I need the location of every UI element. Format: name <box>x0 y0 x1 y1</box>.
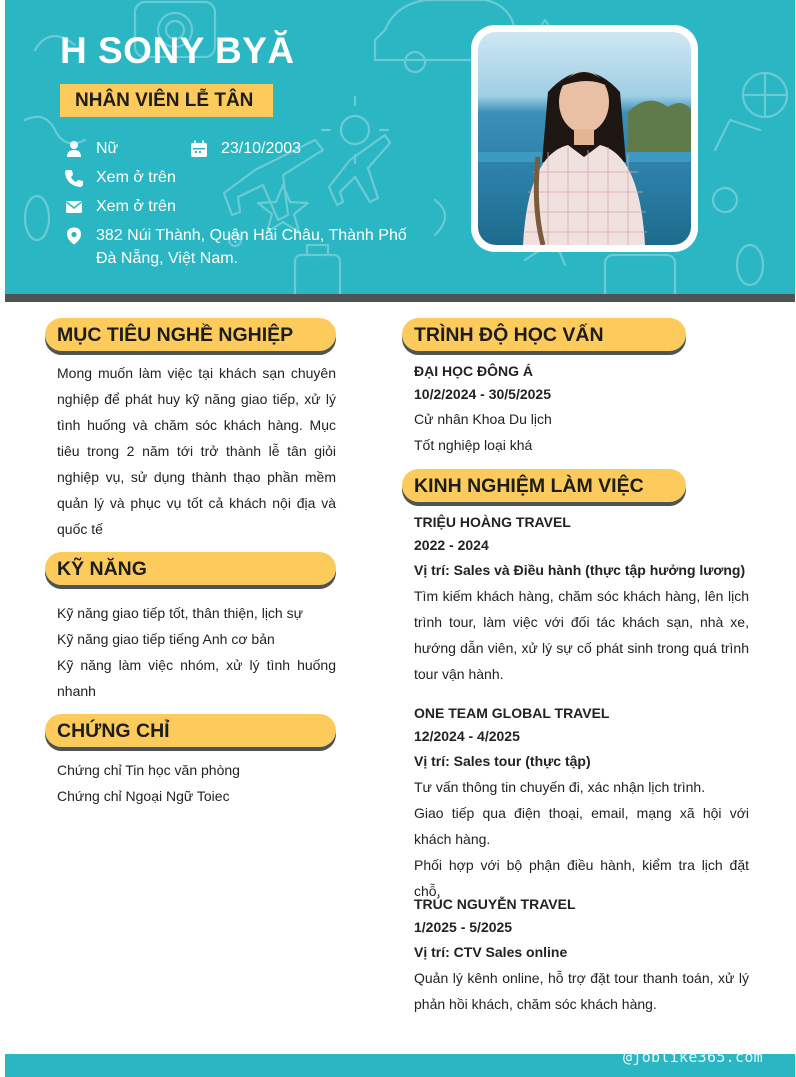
profile-photo-frame <box>471 25 698 252</box>
job-position: Vị trí: Sales tour (thực tập) <box>414 753 591 769</box>
education-school: ĐẠI HỌC ĐÔNG Á <box>414 363 533 379</box>
candidate-name: H SONY BYĂ <box>60 30 295 71</box>
map-pin-icon <box>65 227 83 245</box>
gender-info <box>65 137 185 160</box>
gender-text: Nữ <box>96 140 119 157</box>
envelope-icon <box>65 198 83 216</box>
job-title-badge: NHÂN VIÊN LỄ TÂN <box>60 84 273 117</box>
experience-title: KINH NGHIỆM LÀM VIỆC <box>414 475 644 497</box>
skill-item: Kỹ năng làm việc nhóm, xử lý tình huống nhanh <box>57 657 336 699</box>
education-heading <box>402 318 686 351</box>
education-grade: Tốt nghiệp loại khá <box>414 437 533 453</box>
birthdate-text: 23/10/2003 <box>221 140 302 157</box>
cv-header <box>5 0 795 294</box>
job-position: Vị trí: Sales và Điều hành (thực tập hưởng lương) <box>414 562 746 578</box>
email-text: Xem ở trên <box>96 198 176 215</box>
experience-heading <box>402 469 686 502</box>
watermark-text: @joblike365.com <box>623 1048 763 1066</box>
certificates-title: CHỨNG CHỈ <box>57 720 170 742</box>
job-duty: Giao tiếp qua điện thoại, email, mạng xã hội với khách hàng. <box>414 805 749 847</box>
job-position: Vị trí: CTV Sales online <box>414 944 568 960</box>
job-description: Tìm kiếm khách hàng, chăm sóc khách hàng, lên lịch trình tour, làm việc với đối tác khách sạn, nhà xe, hướng dẫn viên, xử lý sự cố phát sinh trong quá trình tour vận hành. <box>414 588 749 682</box>
header-divider <box>5 294 795 302</box>
job-duty: Phối hợp với bộ phận điều hành, kiểm tra lịch đặt chỗ. <box>414 857 749 899</box>
job-period: 1/2025 - 5/2025 <box>414 919 513 935</box>
address-info <box>65 224 435 272</box>
job-period: 12/2024 - 4/2025 <box>414 728 520 744</box>
certificates-heading <box>45 714 336 747</box>
job-company: TRÚC NGUYỄN TRAVEL <box>414 896 576 912</box>
certificate-item: Chứng chỉ Ngoại Ngữ Toiec <box>57 788 230 804</box>
job-duty: Tư vấn thông tin chuyến đi, xác nhận lịch trình. <box>414 779 706 795</box>
phone-info <box>65 166 265 189</box>
phone-icon <box>65 169 83 187</box>
skill-item: Kỹ năng giao tiếp tiếng Anh cơ bản <box>57 631 275 647</box>
profile-photo <box>478 32 691 245</box>
email-info <box>65 195 265 218</box>
certificate-item: Chứng chỉ Tin học văn phòng <box>57 762 240 778</box>
skills-heading <box>45 552 336 585</box>
phone-text: Xem ở trên <box>96 169 176 186</box>
education-title: TRÌNH ĐỘ HỌC VẤN <box>414 324 604 346</box>
job-description: Quản lý kênh online, hỗ trợ đặt tour thanh toán, xử lý phản hồi khách, chăm sóc khách hàng. <box>414 970 749 1012</box>
education-period: 10/2/2024 - 30/5/2025 <box>414 386 552 402</box>
objective-text: Mong muốn làm việc tại khách sạn chuyên nghiệp để phát huy kỹ năng giao tiếp, xử lý tình huống và chăm sóc khách hàng. Mục tiêu trong 2 năm tới trở thành lễ tân giỏi nghiệp vụ, sử dụng thành thạo phần mềm quản lý và phục vụ tốt cả khách nội địa và quốc tế <box>57 365 336 537</box>
job-company: TRIỆU HOÀNG TRAVEL <box>414 514 571 530</box>
birthdate-info <box>190 137 350 160</box>
calendar-icon <box>190 140 208 158</box>
job-company: ONE TEAM GLOBAL TRAVEL <box>414 705 610 721</box>
education-degree: Cử nhân Khoa Du lịch <box>414 411 552 427</box>
skills-title: KỸ NĂNG <box>57 558 147 580</box>
objective-heading <box>45 318 336 351</box>
skill-item: Kỹ năng giao tiếp tốt, thân thiện, lịch sự <box>57 605 303 621</box>
address-text: 382 Núi Thành, Quận Hải Châu, Thành Phố Đà Nẵng, Việt Nam. <box>96 227 407 267</box>
objective-title: MỤC TIÊU NGHỀ NGHIỆP <box>57 324 294 346</box>
user-icon <box>65 140 83 158</box>
job-period: 2022 - 2024 <box>414 537 489 553</box>
